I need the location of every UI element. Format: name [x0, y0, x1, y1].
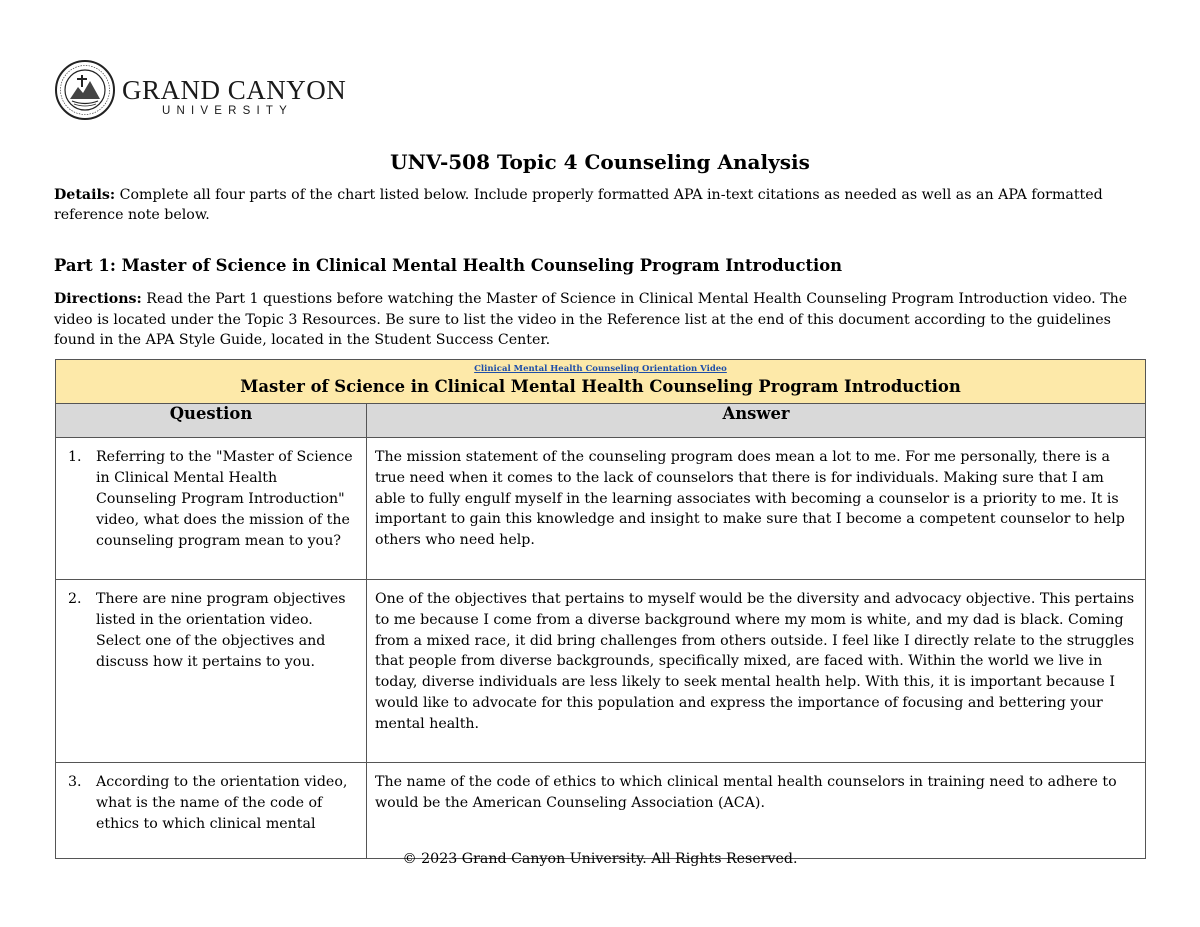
- table-row: [56, 438, 1146, 580]
- question-number: 1.: [68, 449, 82, 465]
- copyright-footer: © 2023 Grand Canyon University. All Rights Reserved.: [402, 851, 798, 867]
- university-subtitle: UNIVERSITY: [162, 105, 294, 117]
- question-text: Referring to the "Master of Science in Clinical Mental Health Counseling Program Introduction" video, what does the mission of the counseling program mean to you?: [96, 449, 353, 549]
- answer-cell[interactable]: The mission statement of the counseling program does mean a lot to me. For me personally, there is a true need when it comes to the lack of counselors that there is for individuals. Making sure that I am able to fully engulf myself in the learning associates with becoming a counselor is a priority to me. It is important to gain this knowledge and insight to make sure that I become a competent counselor to help others who need help.: [367, 438, 1146, 580]
- column-header-answer: Answer: [367, 404, 1146, 438]
- table-banner: [56, 360, 1146, 404]
- directions-paragraph: [54, 289, 1146, 351]
- answer-cell[interactable]: The name of the code of ethics to which clinical mental health counselors in training need to adhere to would be the American Counseling Association (ACA).: [367, 763, 1146, 859]
- details-text: Complete all four parts of the chart listed below. Include properly formatted APA in-text citations as needed as well as an APA formatted reference note below.: [54, 187, 1103, 223]
- orientation-video-link[interactable]: Clinical Mental Health Counseling Orientation Video: [474, 364, 727, 374]
- question-text: According to the orientation video, what is the name of the code of ethics to which clinical mental: [96, 774, 348, 832]
- qa-table: [55, 359, 1146, 859]
- question-text: There are nine program objectives listed in the orientation video. Select one of the objectives and discuss how it pertains to you.: [96, 591, 346, 670]
- question-number: 3.: [68, 774, 82, 790]
- table-row: [56, 580, 1146, 763]
- table-banner-title: Master of Science in Clinical Mental Health Counseling Program Introduction: [240, 377, 961, 396]
- column-header-question: Question: [56, 404, 367, 438]
- details-paragraph: [54, 185, 1146, 225]
- university-name: GRAND CANYON: [122, 75, 347, 105]
- part-1-heading: Part 1: Master of Science in Clinical Mental Health Counseling Program Introduction: [54, 256, 843, 275]
- document-title: UNV-508 Topic 4 Counseling Analysis: [390, 150, 810, 174]
- question-cell: [56, 763, 367, 859]
- details-label: Details:: [54, 187, 116, 203]
- directions-text: Read the Part 1 questions before watching the Master of Science in Clinical Mental Health Counseling Program Introduction video. The video is located under the Topic 3 Resources. Be sure to list the video in the Reference list at the end of this document according to the guidelines found in the APA Style Guide, located in the Student Success Center.: [54, 291, 1128, 348]
- answer-cell[interactable]: One of the objectives that pertains to myself would be the diversity and advocacy objective. This pertains to me because I come from a diverse background where my mom is white, and my dad is black. Coming from a mixed race, it did bring challenges from others outside. I feel like I directly relate to the struggles that people from diverse backgrounds, specifically mixed, are faced with. Within the world we live in today, diverse individuals are less likely to seek mental health help. With this, it is important because I would like to advocate for this population and express the importance of focusing and bettering your mental health.: [367, 580, 1146, 763]
- table-row: [56, 763, 1146, 859]
- question-cell: [56, 438, 367, 580]
- university-seal-icon: [54, 59, 116, 121]
- directions-label: Directions:: [54, 291, 142, 307]
- question-number: 2.: [68, 591, 82, 607]
- university-logo: [54, 59, 354, 121]
- question-cell: [56, 580, 367, 763]
